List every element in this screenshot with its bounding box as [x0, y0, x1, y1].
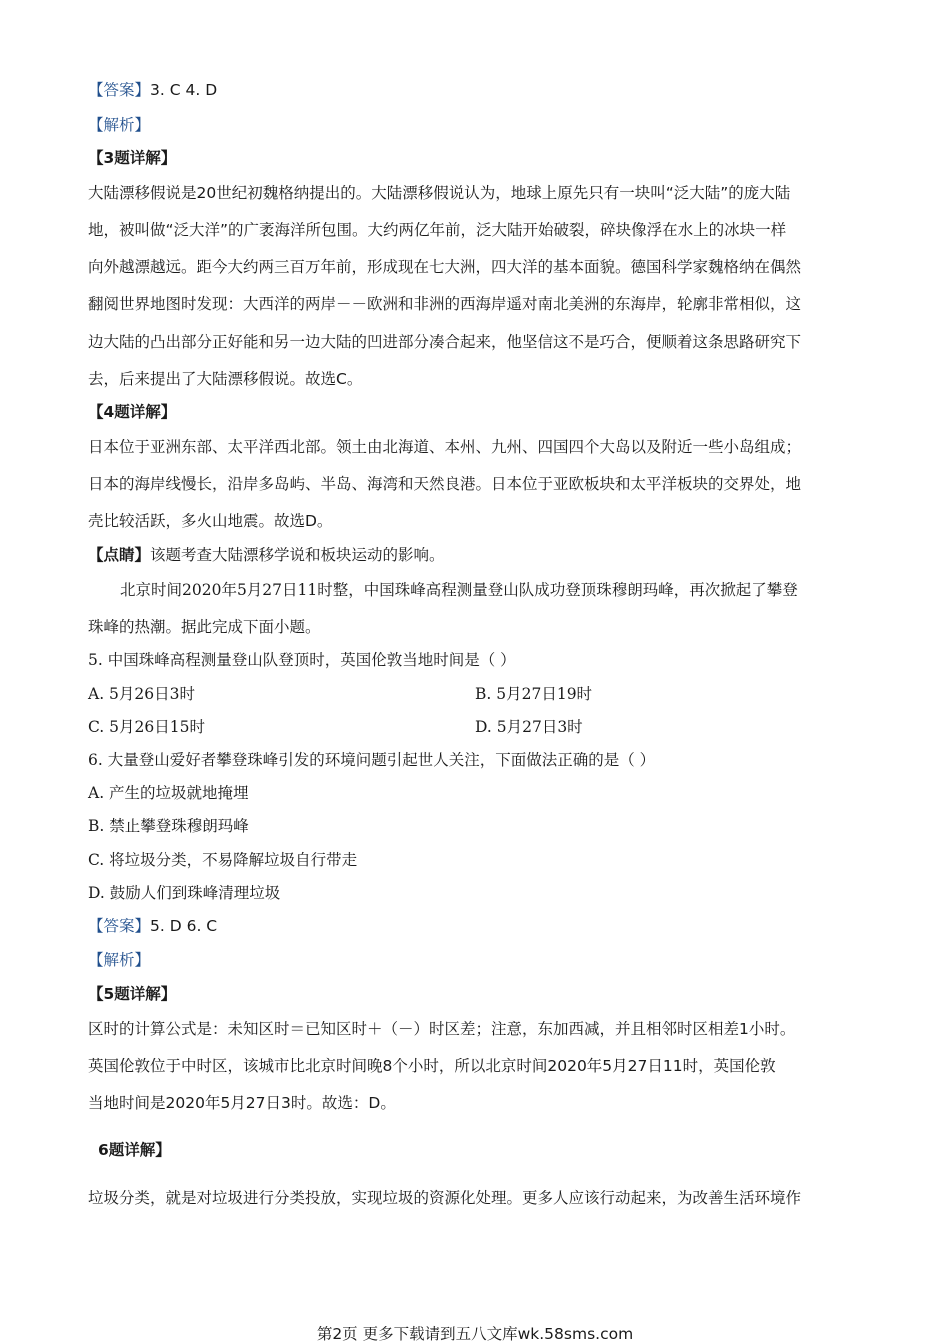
detail-3-line: 向外越漂越远。距今大约两三百万年前，形成现在七大洲，四大洋的基本面貌。德国科学家魏格纳在偶然 — [88, 258, 802, 276]
detail-3-line: 去，后来提出了大陆漂移假说。故选C。 — [88, 370, 363, 388]
q6-option-a: A. 产生的垃圾就地掩埋 — [88, 784, 249, 802]
q6-stem: 6. 大量登山爱好者攀登珠峰引发的环境问题引起世人关注，下面做法正确的是（ ） — [88, 751, 656, 769]
detail-3-heading: 【3题详解】 — [88, 149, 177, 167]
detail-4-line: 日本的海岸线慢长，沿岸多岛屿、半岛、海湾和天然良港。日本位于亚欧板块和太平洋板块的交界处，地 — [88, 475, 802, 493]
analysis-tag: 【解析】 — [88, 116, 151, 134]
detail-3-line: 大陆漂移假说是20世纪初魏格纳提出的。大陆漂移假说认为，地球上原先只有一块叫“泛大陆”的庞大陆 — [88, 184, 791, 202]
answer-5-6 — [88, 916, 217, 936]
answer-3-4 — [88, 80, 217, 100]
q6-option-b: B. 禁止攀登珠穆朗玛峰 — [88, 817, 249, 835]
q5-option-a: A. 5月26日3时 — [88, 685, 195, 703]
answer-text: 5. D 6. C — [150, 917, 218, 935]
dianjing-text: 该题考查大陆漂移学说和板块运动的影响。 — [150, 546, 445, 564]
q5-stem: 5. 中国珠峰高程测量登山队登顶时，英国伦敦当地时间是（ ） — [88, 651, 516, 669]
passage-line: 北京时间2020年5月27日11时整，中国珠峰高程测量登山队成功登顶珠穆朗玛峰，再次掀起了攀登 — [120, 581, 798, 599]
detail-4-line: 壳比较活跃，多火山地震。故选D。 — [88, 512, 333, 530]
answer-tag: 【答案】 — [88, 917, 151, 935]
detail-6-heading: 6题详解】 — [98, 1141, 171, 1159]
detail-6-line: 垃圾分类，就是对垃圾进行分类投放，实现垃圾的资源化处理。更多人应该行动起来，为改善生活环境作 — [88, 1189, 802, 1207]
detail-4-heading: 【4题详解】 — [88, 403, 177, 421]
answer-tag: 【答案】 — [88, 81, 151, 99]
detail-5-line: 英国伦敦位于中时区，该城市比北京时间晚8个小时，所以北京时间2020年5月27日11时，英国伦敦 — [88, 1057, 776, 1075]
detail-3-line: 地，被叫做“泛大洋”的广袤海洋所包围。大约两亿年前，泛大陆开始破裂，碎块像浮在水上的冰块一样 — [88, 221, 787, 239]
detail-5-line: 当地时间是2020年5月27日3时。故选：D。 — [88, 1094, 396, 1112]
passage-line: 珠峰的热潮。据此完成下面小题。 — [88, 618, 321, 636]
analysis-tag: 【解析】 — [88, 951, 151, 969]
detail-5-heading: 【5题详解】 — [88, 985, 177, 1003]
detail-3-line: 翻阅世界地图时发现：大西洋的两岸－－欧洲和非洲的西海岸遥对南北美洲的东海岸，轮廓非常相似，这 — [88, 295, 802, 313]
detail-4-line: 日本位于亚洲东部、太平洋西北部。领土由北海道、本州、九州、四国四个大岛以及附近一些小岛组成； — [88, 438, 802, 456]
detail-3-line: 边大陆的凸出部分正好能和另一边大陆的凹进部分凑合起来，他坚信这不是巧合，便顺着这条思路研究下 — [88, 333, 802, 351]
q5-option-c: C. 5月26日15时 — [88, 718, 205, 736]
answer-text: 3. C 4. D — [150, 81, 218, 99]
q6-option-d: D. 鼓励人们到珠峰清理垃圾 — [88, 884, 281, 902]
q6-option-c: C. 将垃圾分类，不易降解垃圾自行带走 — [88, 851, 358, 869]
dianjing-tag: 【点睛】 — [88, 546, 151, 564]
dianjing — [88, 545, 445, 565]
detail-5-line: 区时的计算公式是：未知区时＝已知区时＋（－）时区差；注意，东加西减，并且相邻时区相差1小时。 — [88, 1020, 796, 1038]
q5-option-b: B. 5月27日19时 — [475, 685, 593, 703]
page-footer: 第2页 更多下载请到五八文库wk.58sms.com — [316, 1325, 634, 1343]
q5-option-d: D. 5月27日3时 — [475, 718, 583, 736]
